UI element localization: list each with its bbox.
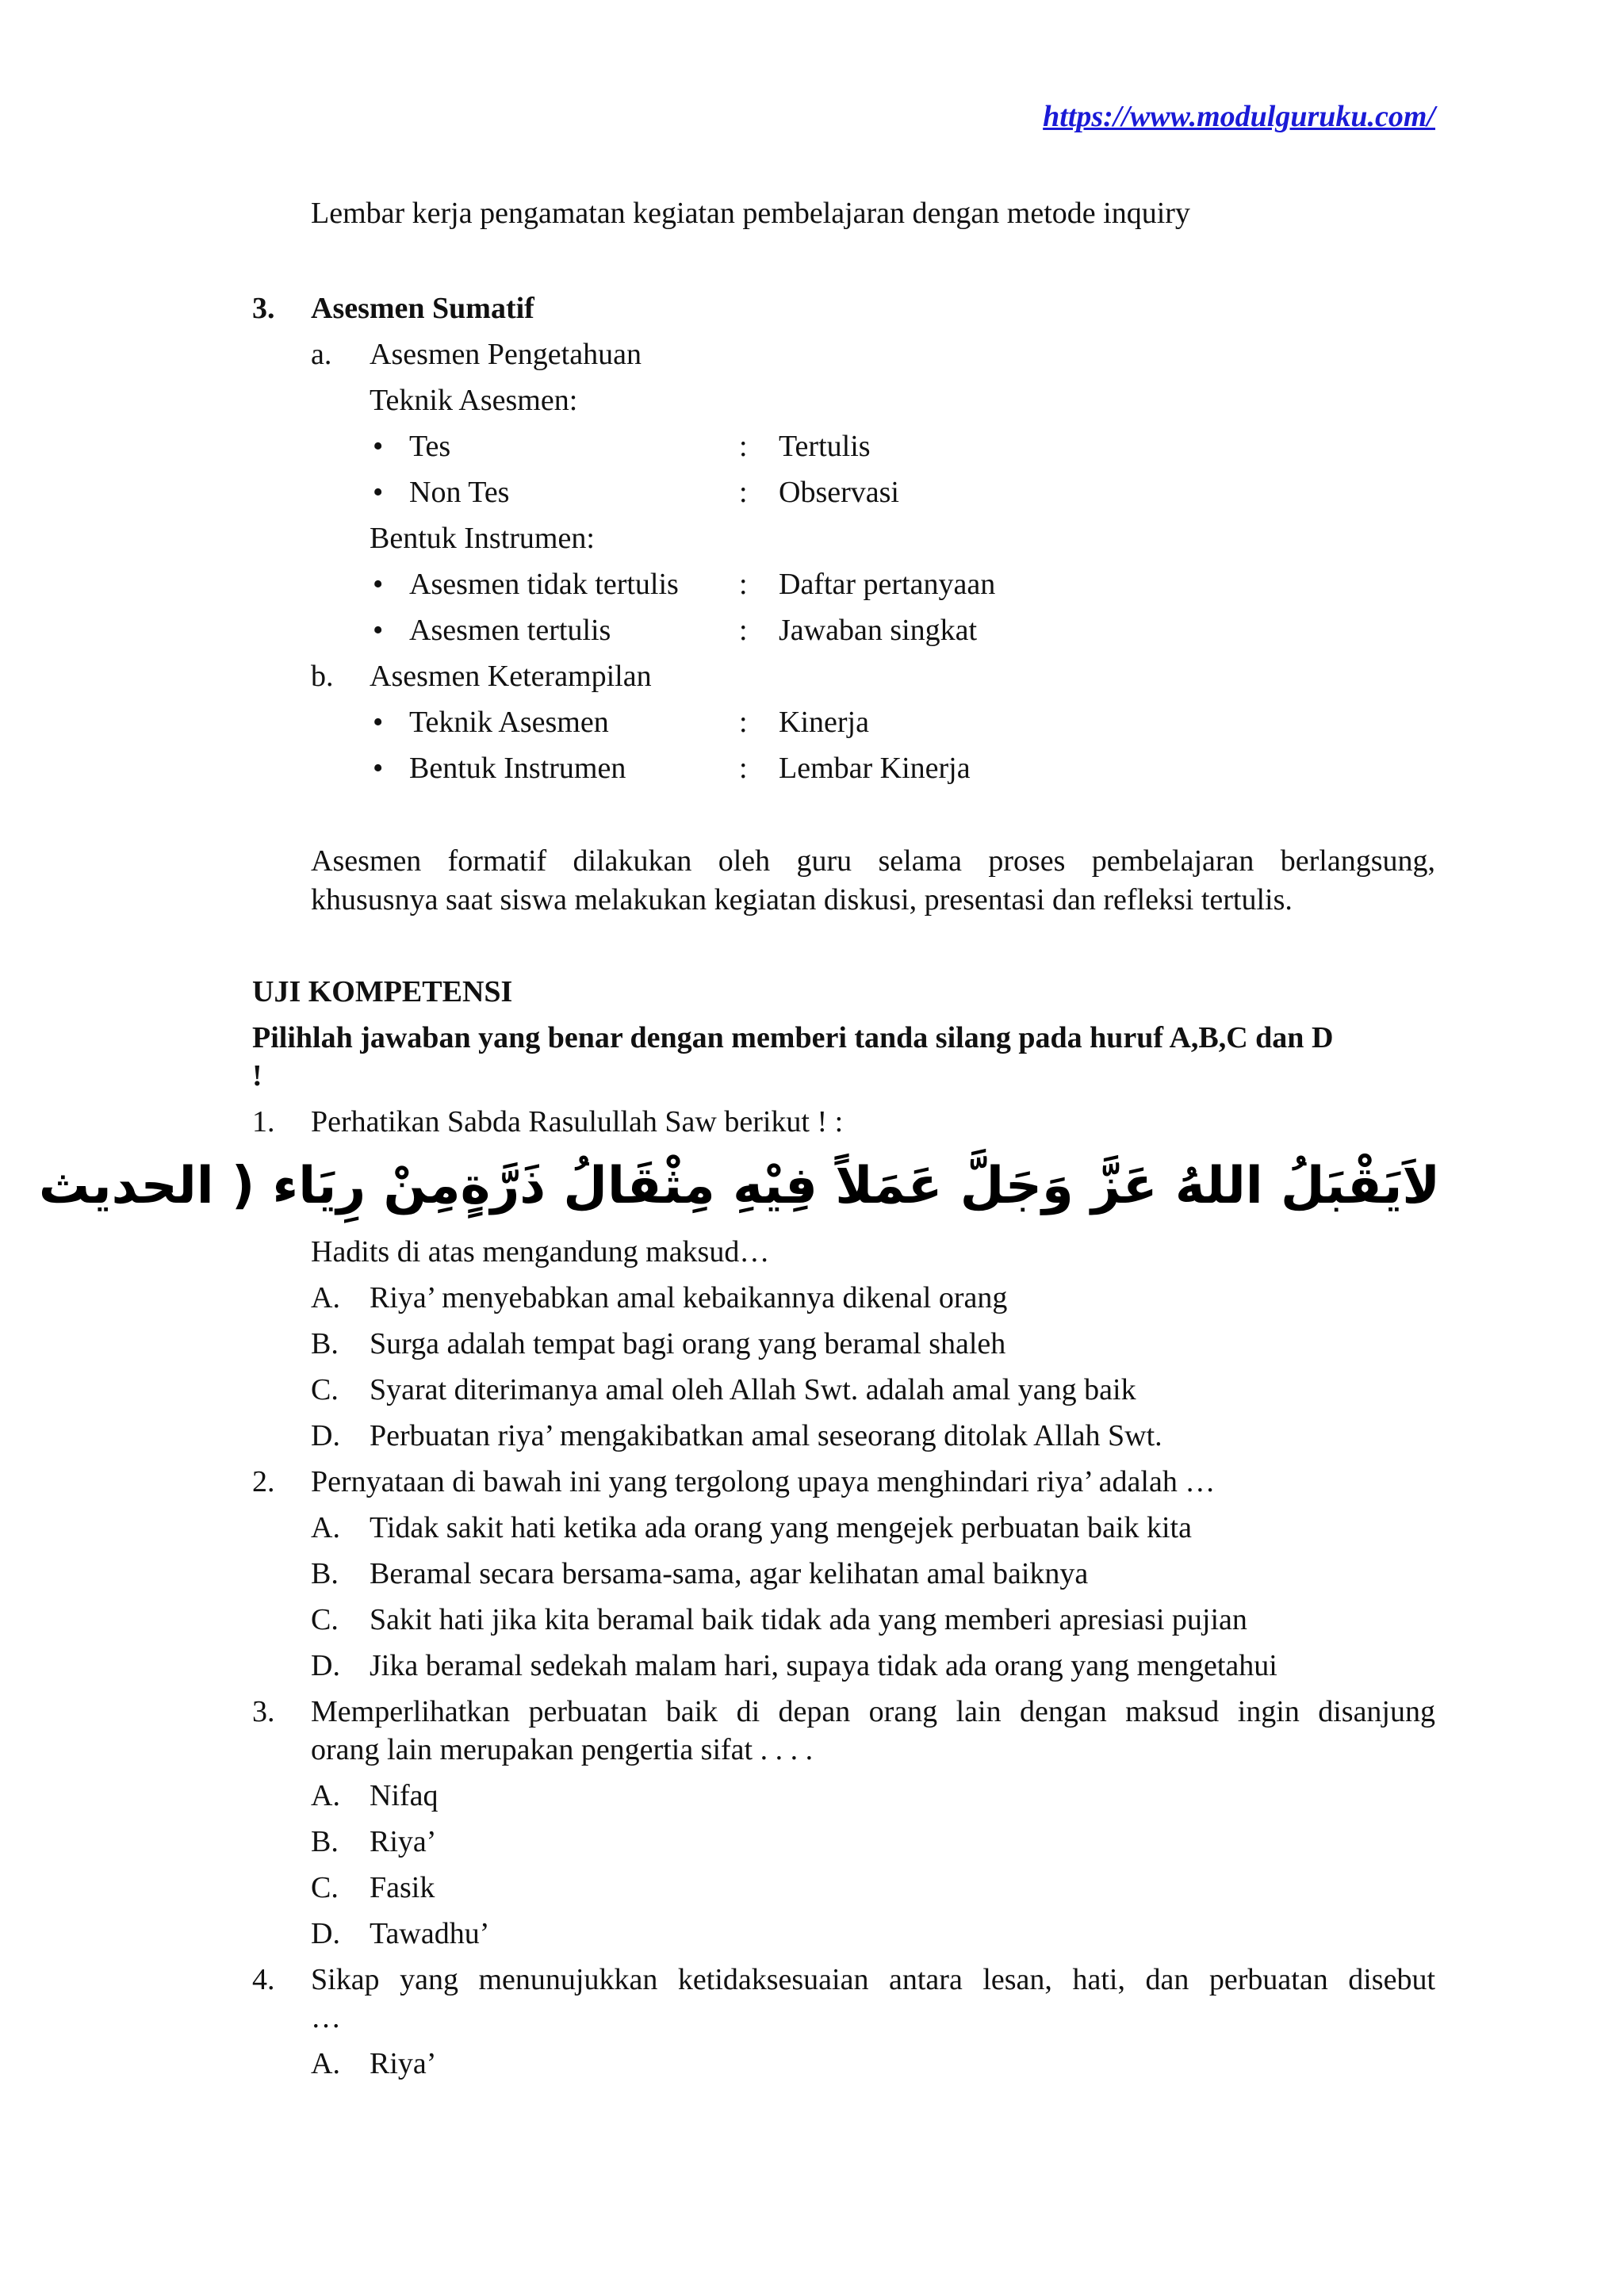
item-value: Observasi: [779, 476, 899, 509]
teknik-asesmen-label: Teknik Asesmen:: [370, 384, 578, 417]
option-text: Nifaq: [370, 1779, 439, 1812]
question-text: Pernyataan di bawah ini yang tergolong upaya menghindari riya’ adalah …: [311, 1465, 1216, 1498]
option-letter: D.: [311, 1917, 340, 1950]
option-letter: B.: [311, 1557, 339, 1590]
option-text: Tawadhu’: [370, 1917, 490, 1950]
subsection-b-title: Asesmen Keterampilan: [370, 660, 652, 693]
option-letter: D.: [311, 1649, 340, 1682]
bullet: •: [373, 476, 384, 509]
instruction-line: !: [252, 1059, 262, 1093]
question-prompt: Hadits di atas mengandung maksud…: [311, 1235, 770, 1269]
uji-kompetensi-title: UJI KOMPETENSI: [252, 975, 513, 1008]
bullet: •: [373, 706, 384, 739]
item-label: Asesmen tidak tertulis: [409, 568, 679, 601]
option-letter: C.: [311, 1603, 339, 1636]
option-letter: A.: [311, 2047, 340, 2080]
option-text: Tidak sakit hati ketika ada orang yang mengejek perbuatan baik kita: [370, 1511, 1192, 1544]
paragraph-line: Asesmen formatif dilakukan oleh guru selama proses pembelajaran berlangsung,: [311, 844, 1435, 878]
option-text: Perbuatan riya’ mengakibatkan amal seseorang ditolak Allah Swt.: [370, 1419, 1162, 1452]
question-text: Perhatikan Sabda Rasulullah Saw berikut ! :: [311, 1105, 844, 1138]
bullet: •: [373, 430, 384, 463]
item-value: Lembar Kinerja: [779, 752, 971, 785]
option-letter: A.: [311, 1779, 340, 1812]
option-letter: B.: [311, 1327, 339, 1360]
option-text: Jika beramal sedekah malam hari, supaya tidak ada orang yang mengetahui: [370, 1649, 1277, 1682]
paragraph-line: khususnya saat siswa melakukan kegiatan diskusi, presentasi dan refleksi tertulis.: [311, 883, 1293, 916]
option-letter: C.: [311, 1871, 339, 1904]
bullet: •: [373, 752, 384, 785]
intro-line: Lembar kerja pengamatan kegiatan pembelajaran dengan metode inquiry: [311, 197, 1190, 230]
question-text-line: …: [311, 2001, 341, 2034]
item-value: Daftar pertanyaan: [779, 568, 996, 601]
option-letter: C.: [311, 1373, 339, 1406]
item-value: Tertulis: [779, 430, 871, 463]
item-colon: :: [739, 706, 748, 739]
bentuk-instrumen-label: Bentuk Instrumen:: [370, 522, 595, 555]
item-colon: :: [739, 476, 748, 509]
question-number: 4.: [252, 1963, 275, 1996]
item-colon: :: [739, 614, 748, 647]
header-url-link[interactable]: https://www.modulguruku.com/: [1043, 100, 1435, 133]
question-text-line: Sikap yang menunujukkan ketidaksesuaian antara lesan, hati, dan perbuatan disebut: [311, 1963, 1435, 1996]
option-letter: A.: [311, 1281, 340, 1314]
option-text: Surga adalah tempat bagi orang yang beramal shaleh: [370, 1327, 1006, 1360]
item-colon: :: [739, 430, 748, 463]
option-text: Sakit hati jika kita beramal baik tidak ada yang memberi apresiasi pujian: [370, 1603, 1247, 1636]
option-letter: D.: [311, 1419, 340, 1452]
bullet: •: [373, 568, 384, 601]
item-label: Teknik Asesmen: [409, 706, 609, 739]
option-text: Beramal secara bersama-sama, agar kelihatan amal baiknya: [370, 1557, 1089, 1590]
item-colon: :: [739, 568, 748, 601]
question-number: 1.: [252, 1105, 275, 1138]
item-label: Non Tes: [409, 476, 510, 509]
option-letter: B.: [311, 1825, 339, 1858]
option-text: Riya’ menyebabkan amal kebaikannya dikenal orang: [370, 1281, 1008, 1314]
option-letter: A.: [311, 1511, 340, 1544]
bullet: •: [373, 614, 384, 647]
section-3-title: Asesmen Sumatif: [311, 292, 534, 325]
option-text: Fasik: [370, 1871, 435, 1904]
instruction-line: Pilihlah jawaban yang benar dengan memberi tanda silang pada huruf A,B,C dan D: [252, 1021, 1334, 1054]
question-number: 3.: [252, 1695, 275, 1728]
item-value: Jawaban singkat: [779, 614, 978, 647]
item-label: Bentuk Instrumen: [409, 752, 626, 785]
subsection-b-letter: b.: [311, 660, 334, 693]
item-value: Kinerja: [779, 706, 869, 739]
subsection-a-letter: a.: [311, 338, 332, 371]
item-colon: :: [739, 752, 748, 785]
arabic-hadith: لاَيَقْبَلُ اللهُ عَزَّ وَجَلَّ عَمَلاً فِيْهِ مِثْقَالُ ذَرَّةٍمِنْ رِيَاء ( الحديث: [38, 1157, 1440, 1215]
option-text: Riya’: [370, 2047, 437, 2080]
item-label: Asesmen tertulis: [409, 614, 611, 647]
option-text: Syarat diterimanya amal oleh Allah Swt. adalah amal yang baik: [370, 1373, 1136, 1406]
question-number: 2.: [252, 1465, 275, 1498]
subsection-a-title: Asesmen Pengetahuan: [370, 338, 642, 371]
section-3-number: 3.: [252, 292, 275, 325]
question-text-line: orang lain merupakan pengertia sifat . . . .: [311, 1733, 814, 1766]
question-text-line: Memperlihatkan perbuatan baik di depan orang lain dengan maksud ingin disanjung: [311, 1695, 1435, 1728]
item-label: Tes: [409, 430, 451, 463]
option-text: Riya’: [370, 1825, 437, 1858]
